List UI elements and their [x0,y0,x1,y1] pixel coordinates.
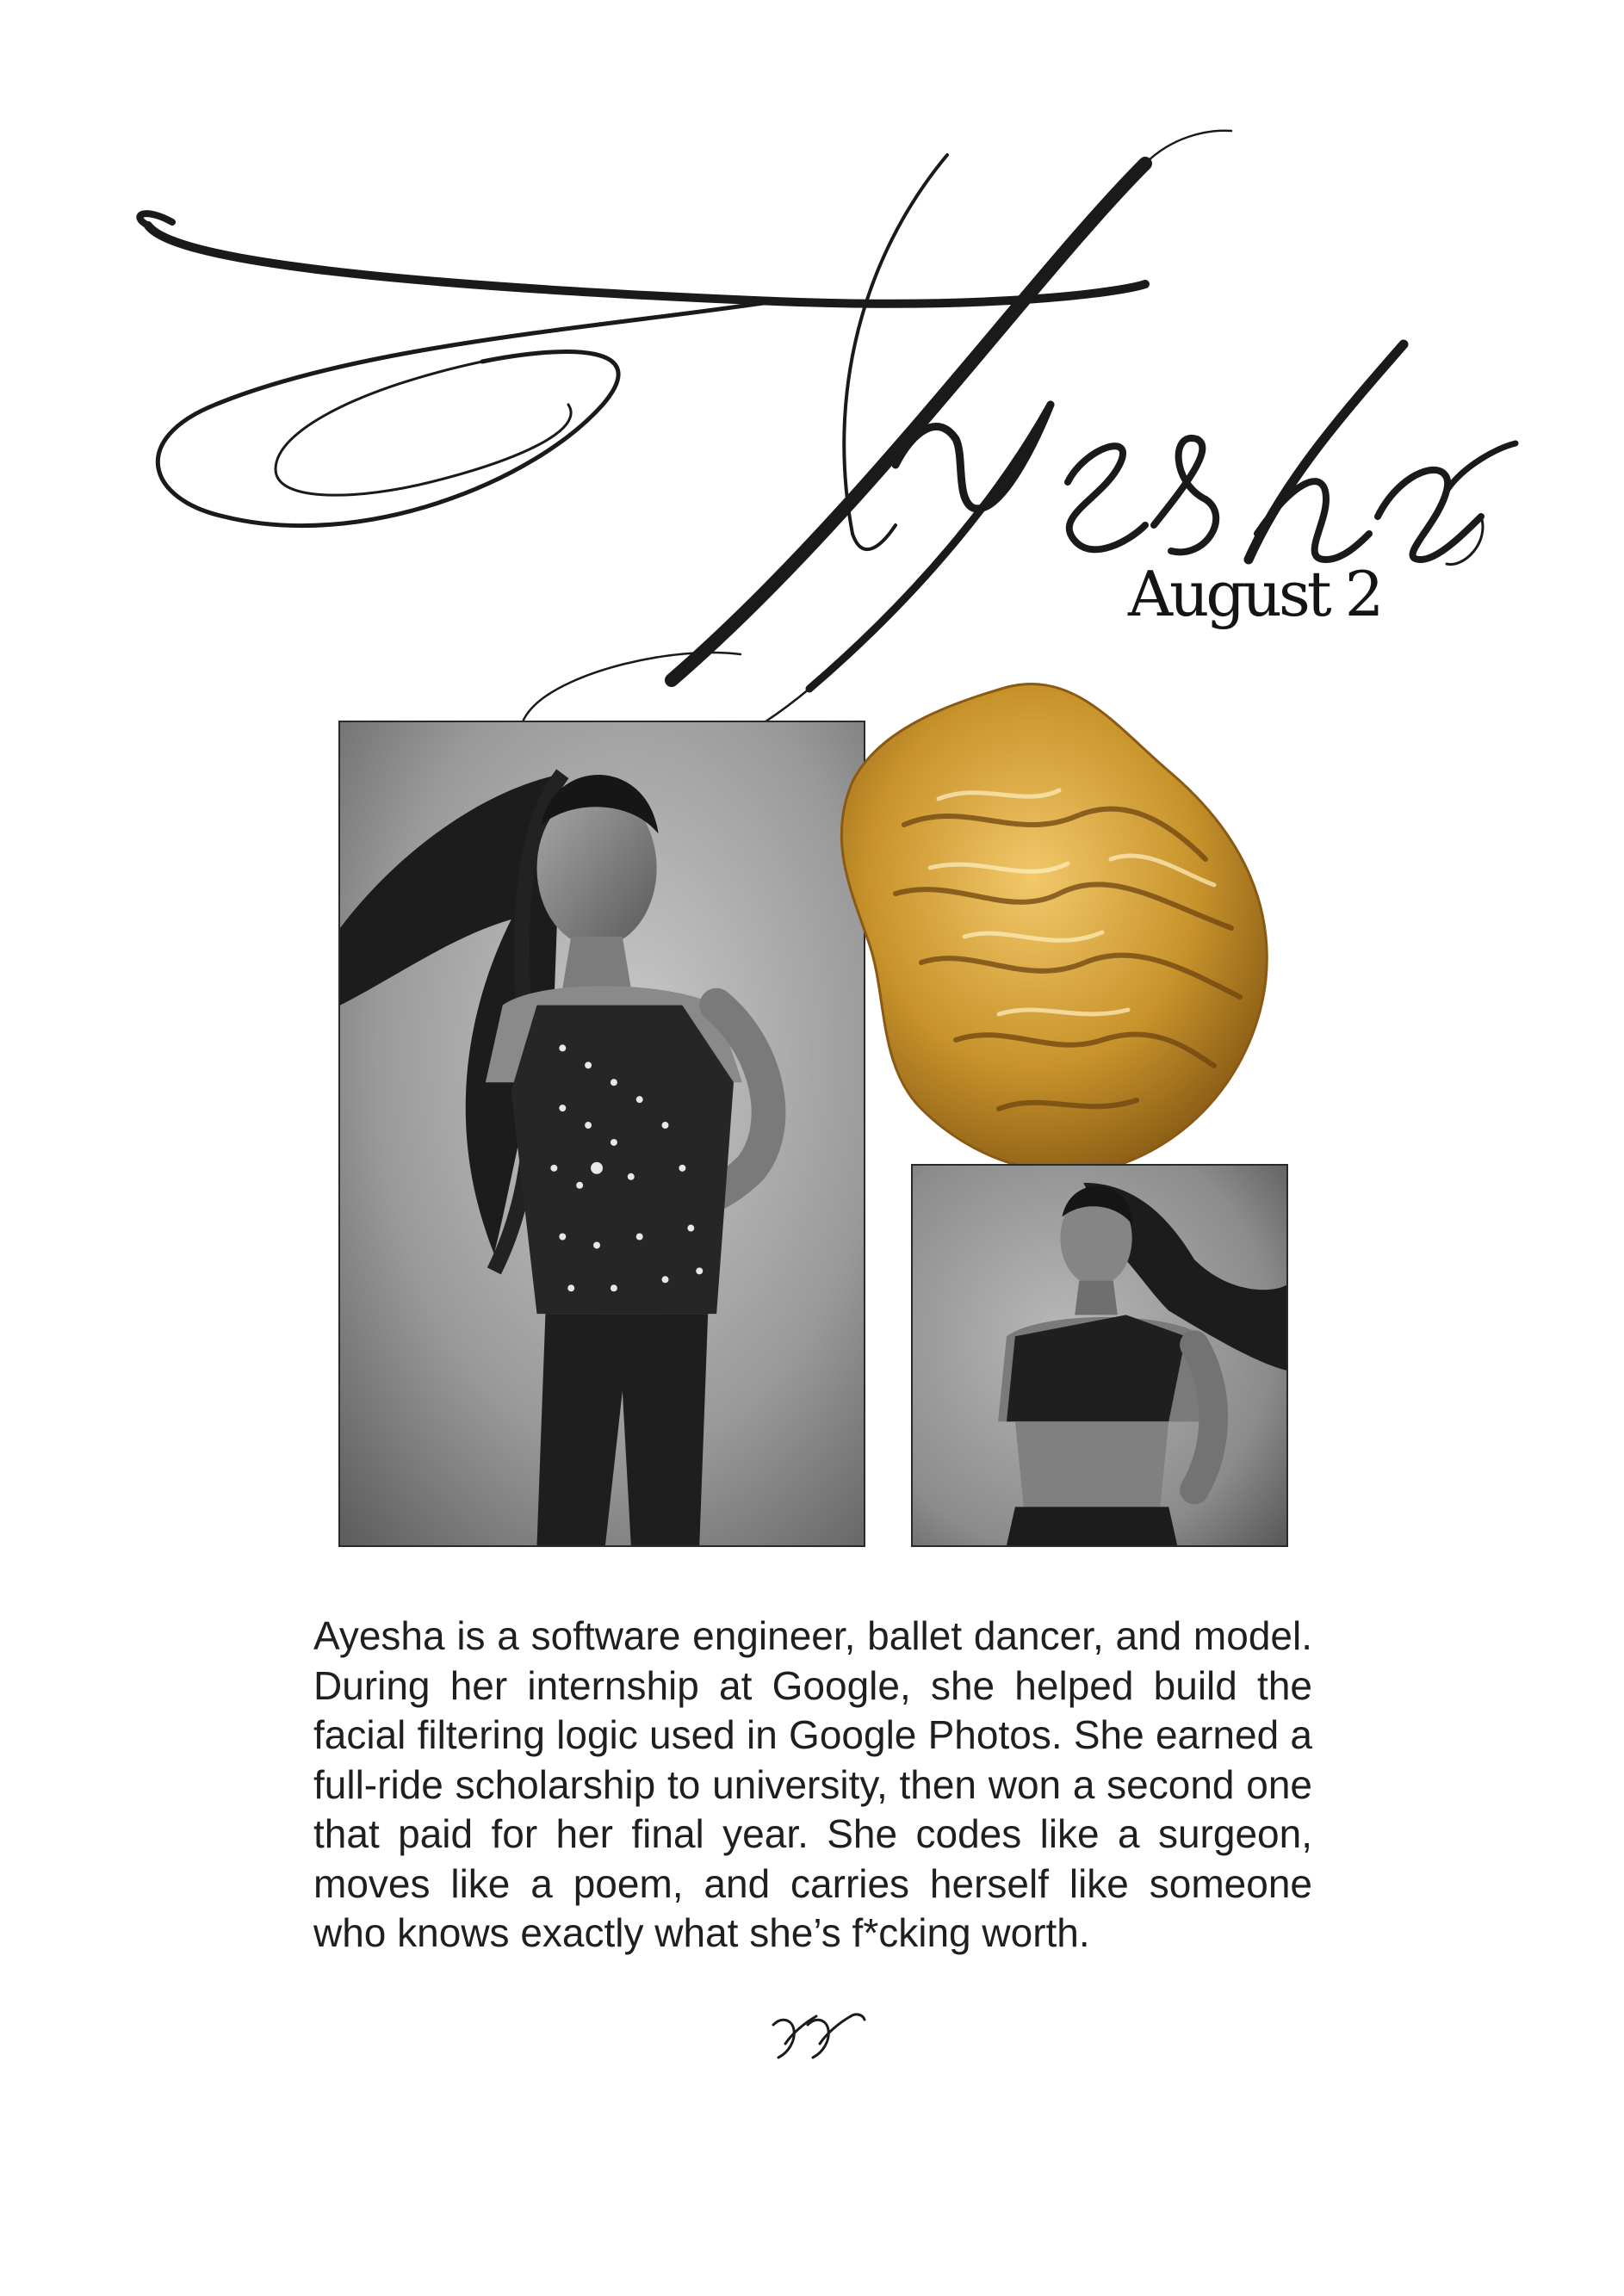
signoff-xx [766,2004,870,2064]
signoff-script-icon [766,2004,870,2064]
gold-jewelry-image [827,670,1274,1178]
portrait-photo-icon [913,1166,1286,1545]
date-label: August 2 [1128,558,1381,630]
bio-paragraph: Ayesha is a software engineer, ballet dancer, and model. During her internship at Google, she helped build the facial filtering logic used in Google Photos. She earned a full-ride scholarship to university, then won a second one that paid for her final year. She codes like a surgeon, moves like a poem, and carries herself like someone who knows exactly what she’s f*cking worth. [313,1613,1312,1955]
portrait-photo-small [911,1164,1288,1547]
portrait-photo-icon [340,722,864,1545]
title-name [0,0,1,1]
signoff-text [766,2064,767,2065]
portrait-photo-large [338,721,865,1547]
gold-jewelry-icon [827,670,1274,1178]
